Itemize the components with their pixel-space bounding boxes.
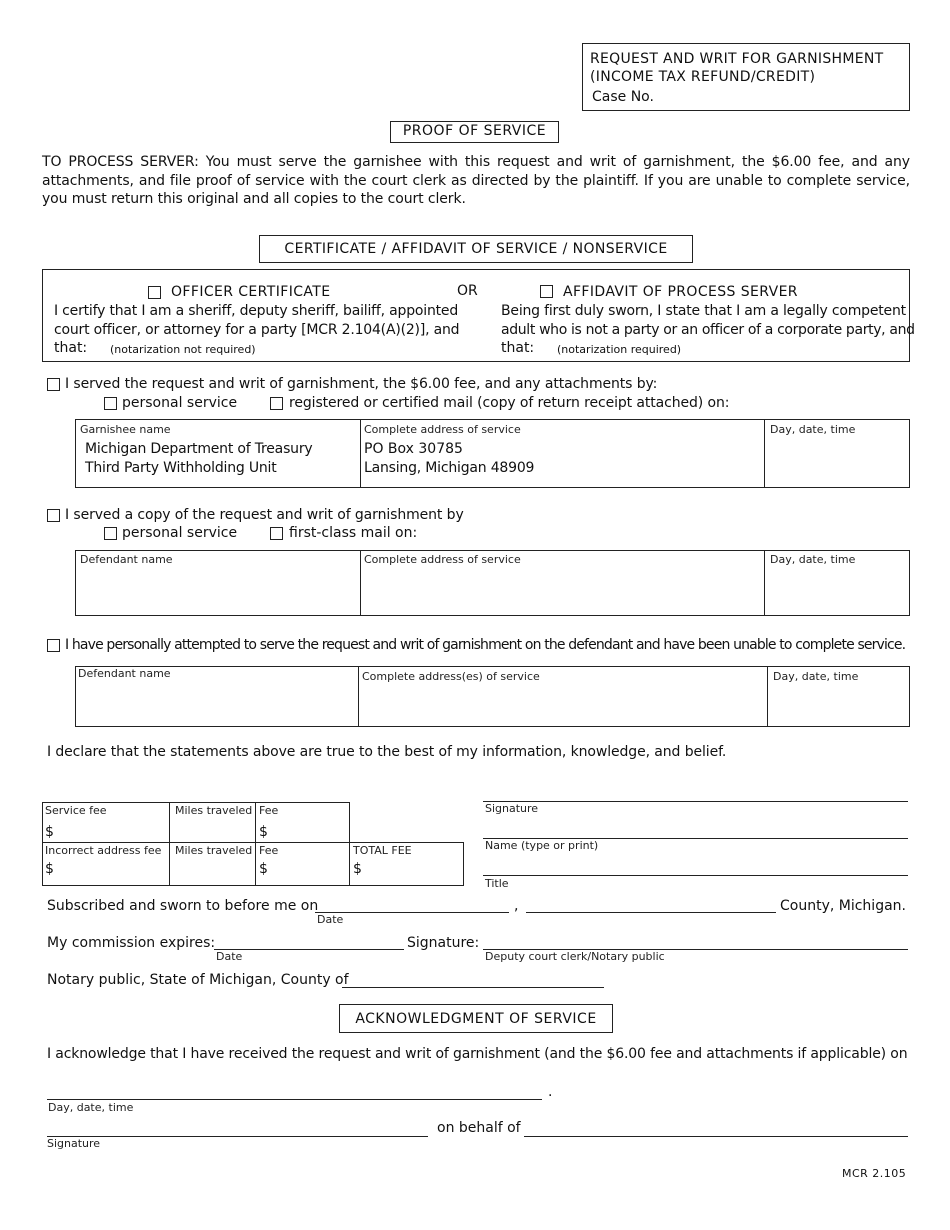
- defendant-mail-label: first-class mail on:: [289, 525, 418, 541]
- incorrect-address-fee-label: Incorrect address fee: [45, 844, 162, 857]
- notary-public-label: Notary public, State of Michigan, County of: [47, 972, 349, 988]
- defendant-personal-service-label: personal service: [122, 525, 238, 541]
- officer-certificate-label: OFFICER CERTIFICATE: [171, 284, 331, 300]
- subscribed-date-label: Date: [317, 913, 344, 926]
- garnishee-address-header: Complete address of service: [364, 423, 521, 436]
- incorrect-address-fee-dollar[interactable]: $: [45, 861, 54, 877]
- form-title-line2: (INCOME TAX REFUND/CREDIT): [590, 69, 816, 85]
- fee-dollar-2[interactable]: $: [259, 861, 268, 877]
- garnishee-name-line2[interactable]: Third Party Withholding Unit: [85, 460, 277, 476]
- on-behalf-of-label: on behalf of: [437, 1120, 521, 1136]
- served-defendant-checkbox[interactable]: [47, 509, 60, 522]
- garnishee-address-line2[interactable]: Lansing, Michigan 48909: [364, 460, 535, 476]
- ack-period: .: [548, 1084, 553, 1100]
- miles-traveled-label-1: Miles traveled: [175, 804, 253, 817]
- officer-text-line2: court officer, or attorney for a party [MCR 2.104(A)(2)], and: [54, 322, 460, 338]
- county-michigan-label: County, Michigan.: [780, 898, 906, 914]
- garnishee-personal-service-label: personal service: [122, 395, 238, 411]
- ack-date-label: Day, date, time: [48, 1101, 134, 1114]
- affidavit-text-line1: Being first duly sworn, I state that I am a legally competent: [501, 303, 906, 319]
- affidavit-label: AFFIDAVIT OF PROCESS SERVER: [563, 284, 798, 300]
- served-defendant-statement: I served a copy of the request and writ of garnishment by: [65, 507, 464, 523]
- name-label: Name (type or print): [485, 839, 599, 852]
- signature-line[interactable]: [483, 801, 908, 802]
- attempted-address-header: Complete address(es) of service: [362, 670, 540, 683]
- defendant-personal-service-checkbox[interactable]: [104, 527, 117, 540]
- acknowledgment-heading: ACKNOWLEDGMENT OF SERVICE: [355, 1011, 597, 1027]
- fee-dollar-1[interactable]: $: [259, 824, 268, 840]
- certificate-heading: CERTIFICATE / AFFIDAVIT OF SERVICE / NONSERVICE: [284, 241, 668, 257]
- service-fee-dollar[interactable]: $: [45, 824, 54, 840]
- served-garnishee-checkbox[interactable]: [47, 378, 60, 391]
- signature-label: Signature: [485, 802, 539, 815]
- form-title-line1: REQUEST AND WRIT FOR GARNISHMENT: [590, 51, 884, 67]
- subscribed-date-line[interactable]: [315, 912, 509, 913]
- garnishee-name-line1[interactable]: Michigan Department of Treasury: [85, 441, 313, 457]
- garnishee-mail-checkbox[interactable]: [270, 397, 283, 410]
- fee-label-1: Fee: [259, 804, 279, 817]
- garnishee-date-header: Day, date, time: [770, 423, 856, 436]
- garnishee-mail-label: registered or certified mail (copy of return receipt attached) on:: [289, 395, 730, 411]
- defendant-mail-checkbox[interactable]: [270, 527, 283, 540]
- fee-label-2: Fee: [259, 844, 279, 857]
- defendant-name-header: Defendant name: [80, 553, 173, 566]
- officer-text-line1: I certify that I am a sheriff, deputy sheriff, bailiff, appointed: [54, 303, 459, 319]
- notary-county-line[interactable]: [342, 987, 604, 988]
- commission-expires-label: My commission expires:: [47, 935, 216, 951]
- title-label: Title: [485, 877, 509, 890]
- case-no-label: Case No.: [592, 89, 654, 105]
- notary-signature-label: Signature:: [407, 935, 480, 951]
- ack-signature-label: Signature: [47, 1137, 101, 1150]
- affidavit-text-line2: adult who is not a party or an officer of a corporate party, and: [501, 322, 915, 338]
- affidavit-checkbox[interactable]: [540, 285, 553, 298]
- total-fee-dollar[interactable]: $: [353, 861, 362, 877]
- acknowledgment-text: I acknowledge that I have received the request and writ of garnishment (and the $6.00 fee and attachments if applicable) on: [47, 1046, 908, 1062]
- subscribed-label: Subscribed and sworn to before me on: [47, 898, 319, 914]
- on-behalf-of-line[interactable]: [524, 1136, 908, 1137]
- ack-signature-line[interactable]: [47, 1136, 428, 1137]
- garnishee-personal-service-checkbox[interactable]: [104, 397, 117, 410]
- form-code: MCR 2.105: [842, 1167, 907, 1180]
- attempted-service-statement: I have personally attempted to serve the request and writ of garnishment on the defendant and have been unable to complete service.: [65, 637, 906, 653]
- defendant-address-header: Complete address of service: [364, 553, 521, 566]
- title-line[interactable]: [483, 875, 908, 876]
- ack-date-line[interactable]: [47, 1099, 542, 1100]
- or-label: OR: [457, 283, 478, 299]
- officer-certificate-checkbox[interactable]: [148, 286, 161, 299]
- commission-expires-line[interactable]: [214, 949, 404, 950]
- defendant-date-header: Day, date, time: [770, 553, 856, 566]
- garnishee-address-line1[interactable]: PO Box 30785: [364, 441, 463, 457]
- affidavit-note: (notarization required): [557, 343, 682, 356]
- deputy-clerk-label: Deputy court clerk/Notary public: [485, 950, 665, 963]
- service-fee-label: Service fee: [45, 804, 107, 817]
- total-fee-label: TOTAL FEE: [353, 844, 412, 857]
- proof-of-service-heading: PROOF OF SERVICE: [402, 123, 547, 139]
- miles-traveled-label-2: Miles traveled: [175, 844, 253, 857]
- attempted-name-header: Defendant name: [78, 667, 171, 680]
- process-server-instructions: TO PROCESS SERVER: You must serve the garnishee with this request and writ of garnishment, the $6.00 fee, and any attachments, and file proof of service with the court clerk as directed by the plaintiff. If you are unable to complete service, you must return this original and all copies to the court clerk.: [42, 154, 910, 207]
- officer-text-line3: that:: [54, 340, 88, 356]
- officer-note: (notarization not required): [110, 343, 256, 356]
- affidavit-text-line3: that:: [501, 340, 535, 356]
- declaration-statement: I declare that the statements above are true to the best of my information, knowledge, and belief.: [47, 744, 727, 760]
- garnishee-name-header: Garnishee name: [80, 423, 171, 436]
- commission-date-label: Date: [216, 950, 243, 963]
- served-garnishee-statement: I served the request and writ of garnishment, the $6.00 fee, and any attachments by:: [65, 376, 658, 392]
- subscribed-comma: ,: [514, 898, 519, 914]
- county-line[interactable]: [526, 912, 776, 913]
- attempted-service-checkbox[interactable]: [47, 639, 60, 652]
- attempted-date-header: Day, date, time: [773, 670, 859, 683]
